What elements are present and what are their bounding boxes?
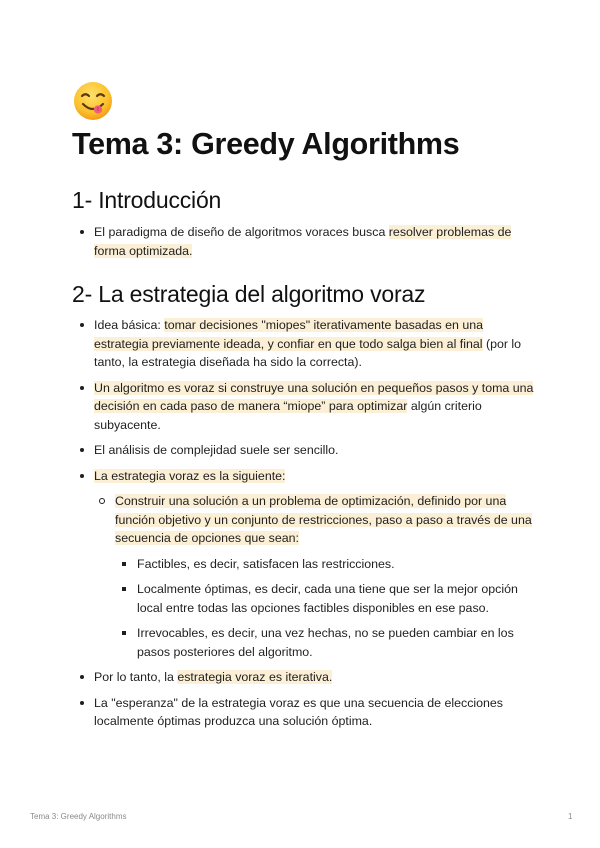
page-title: Tema 3: Greedy Algorithms xyxy=(72,127,460,161)
list-item: El paradigma de diseño de algoritmos voraces busca resolver problemas de forma optimizada. xyxy=(78,223,538,260)
estrategia-list xyxy=(78,316,538,738)
highlight: Construir una solución a un problema de optimización, definido por una función objetivo y un conjunto de restricciones, paso a paso a través de una secuencia de opciones que sean: xyxy=(115,494,532,545)
highlight: Un algoritmo es voraz si construye una solución en pequeños pasos y toma una decisión en cada paso de manera “miope” para optimizar xyxy=(94,380,534,413)
section-heading-estrategia: 2- La estrategia del algoritmo voraz xyxy=(72,281,426,307)
sub-sub-list-item: Localmente óptimas, es decir, cada una tiene que ser la mejor opción local entre todas las opciones factibles disponibles en ese paso. xyxy=(115,580,538,617)
highlight: La estrategia voraz es la siguiente: xyxy=(94,468,286,483)
sub-sub-list xyxy=(115,555,538,662)
list-item: La "esperanza" de la estrategia voraz es que una secuencia de elecciones localmente óptimas produzca una solución óptima. xyxy=(78,694,538,731)
list-item: El análisis de complejidad suele ser sencillo. xyxy=(78,441,538,460)
footer-page-number: 1 xyxy=(568,812,573,821)
introduccion-list xyxy=(78,223,538,267)
sub-sub-list-item: Irrevocables, es decir, una vez hechas, no se pueden cambiar en los pasos posteriores del algoritmo. xyxy=(115,624,538,661)
highlight: resolver problemas de forma optimizada. xyxy=(94,225,512,258)
highlight: estrategia voraz es iterativa. xyxy=(177,670,333,684)
list-item xyxy=(78,467,538,662)
list-item: Idea básica: tomar decisiones "miopes" iterativamente basadas en una estrategia previamente ideada, y confiar en que todo salga bien al final (por lo tanto, la estrategia diseñada ha sido la correcta). xyxy=(78,316,538,372)
sub-sub-list-item: Factibles, es decir, satisfacen las restricciones. xyxy=(115,555,538,574)
sub-list xyxy=(94,492,538,661)
footer-title: Tema 3: Greedy Algorithms xyxy=(30,812,127,821)
yum-face-emoji-icon xyxy=(73,81,113,121)
list-item: Un algoritmo es voraz si construye una solución en pequeños pasos y toma una decisión en cada paso de manera “miope” para optimizar algún criterio subyacente. xyxy=(78,379,538,435)
sub-list-item xyxy=(94,492,538,661)
list-item: Por lo tanto, la estrategia voraz es iterativa. xyxy=(78,668,538,687)
section-heading-introduccion: 1- Introducción xyxy=(72,187,222,213)
highlight: tomar decisiones "miopes" iterativamente basadas en una estrategia previamente ideada, y confiar en que todo salga bien al final xyxy=(94,318,484,351)
